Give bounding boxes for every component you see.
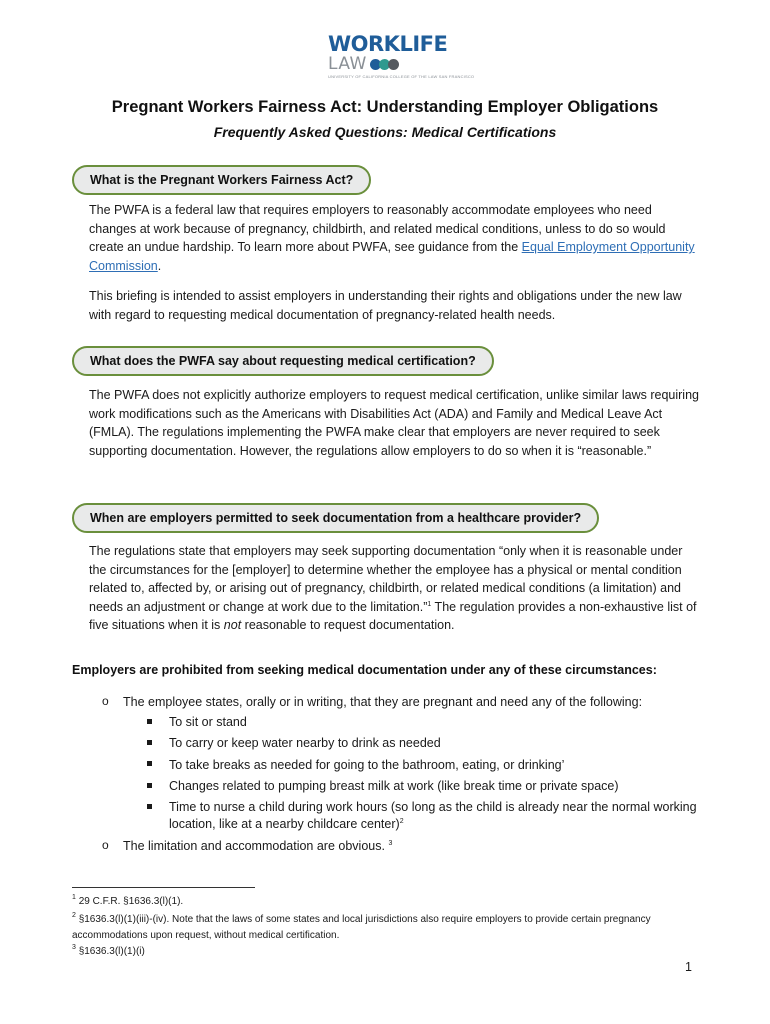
page-number: 1: [685, 960, 692, 974]
section1-p1-end: .: [157, 258, 162, 273]
square-bullet-icon: [147, 761, 152, 766]
worklife-law-logo: [328, 32, 475, 79]
sub-item-5-text: Time to nurse a child during work hours (so long as the child is already near the normal working location, like at a nearby childcare center): [169, 800, 697, 831]
footnote-3-text: §1636.3(l)(1)(i): [78, 946, 145, 957]
prohibited-heading: Employers are prohibited from seeking medical documentation under any of these circumstances:: [72, 663, 657, 677]
document-title: Pregnant Workers Fairness Act: Understanding Employer Obligations: [111, 98, 659, 116]
footnote-ref-1: 1: [427, 600, 432, 608]
section3-p1-text2: The regulation provides a non-exhaustive list of five situations when it is: [89, 599, 697, 632]
section-heading-requesting-certification: What does the PWFA say about requesting medical certification?: [72, 346, 494, 376]
footnote-ref-3: 3: [388, 840, 393, 847]
section1-paragraph2: This briefing is intended to assist employers in understanding their rights and obligations under the new law with regard to requesting medical documentation of pregnancy-related health needs.: [89, 289, 682, 322]
square-bullet-icon: [147, 719, 152, 724]
section1-p1-text: The PWFA is a federal law that requires employers to reasonably accommodate employees who need changes at work because of pregnancy, childbirth, and related medical conditions, unless to do so would create an undue hardship. To learn more about PWFA, see guidance from the: [89, 203, 666, 254]
footnote-3: [72, 944, 702, 960]
footnote-divider: [72, 887, 255, 888]
eeoc-link[interactable]: Equal Employment Opportunity Commission: [89, 240, 695, 273]
sub-item-5: [169, 799, 699, 833]
section3-p1-text: The regulations state that employers may seek supporting documentation “only when it is reasonable under the circumstances for the [employer] to determine whether the employee has a physical or mental condition related to, affected by, or arising out of pregnancy, childbirth, or related medical conditions (a limitation) and needs an adjustment or change at work due to the limitation.”: [89, 544, 683, 614]
list-marker: o: [102, 694, 109, 708]
section3-paragraph1: [89, 542, 701, 635]
sub-item-4: Changes related to pumping breast milk at work (like break time or private space): [169, 779, 619, 793]
logo-line2: LAW: [328, 54, 367, 74]
list-item-2: [123, 838, 693, 855]
sub-item-1: To sit or stand: [169, 715, 247, 729]
footnote-2-text: §1636.3(l)(1)(iii)-(iv). Note that the laws of some states and local jurisdictions also require employers to provide certain pregnancy accommodations upon request, without medical certification.: [72, 914, 651, 941]
section-heading-when-permitted: When are employers permitted to seek documentation from a healthcare provider?: [72, 503, 599, 533]
square-bullet-icon: [147, 783, 152, 788]
footnote-1-text: 29 C.F.R. §1636.3(l)(1).: [78, 896, 184, 907]
footnote-ref-2: 2: [399, 818, 404, 825]
footnote-2: [72, 912, 702, 944]
sub-item-2: To carry or keep water nearby to drink as needed: [169, 736, 441, 750]
footnote-1: [72, 894, 702, 910]
footnote-3-num: 3: [72, 944, 76, 951]
section-heading-what-is-pwfa: What is the Pregnant Workers Fairness Act?: [72, 165, 371, 195]
section3-p1-text3: reasonable to request documentation.: [241, 618, 455, 632]
list-marker-2: o: [102, 838, 109, 852]
footnote-1-num: 1: [72, 894, 76, 901]
section2-paragraph1: The PWFA does not explicitly authorize employers to request medical certification, unlike similar laws requiring work modifications such as the Americans with Disabilities Act (ADA) and Family and Medical Leave Act (FMLA). The regulations implementing the PWFA make clear that employers are never required to seek supporting documentation. However, the regulations allow employers to do so when it is “reasonable.”: [89, 388, 699, 458]
list-item-1: The employee states, orally or in writing, that they are pregnant and need any of the following:: [123, 695, 643, 709]
logo-tagline: UNIVERSITY OF CALIFORNIA COLLEGE OF THE LAW SAN FRANCISCO: [328, 74, 475, 79]
logo-line1: WORKLIFE: [328, 32, 448, 56]
sub-item-3: To take breaks as needed for going to the bathroom, eating, or drinking’: [169, 758, 565, 772]
square-bullet-icon: [147, 740, 152, 745]
section3-p1-emphasis: not: [223, 618, 242, 632]
list-item-2-text: The limitation and accommodation are obvious.: [123, 839, 385, 853]
section1-paragraph1: [89, 201, 701, 275]
square-bullet-icon: [147, 804, 152, 809]
footnote-2-num: 2: [72, 912, 76, 919]
document-subtitle: Frequently Asked Questions: Medical Certifications: [213, 124, 557, 140]
logo-circles-icon: [370, 59, 399, 70]
